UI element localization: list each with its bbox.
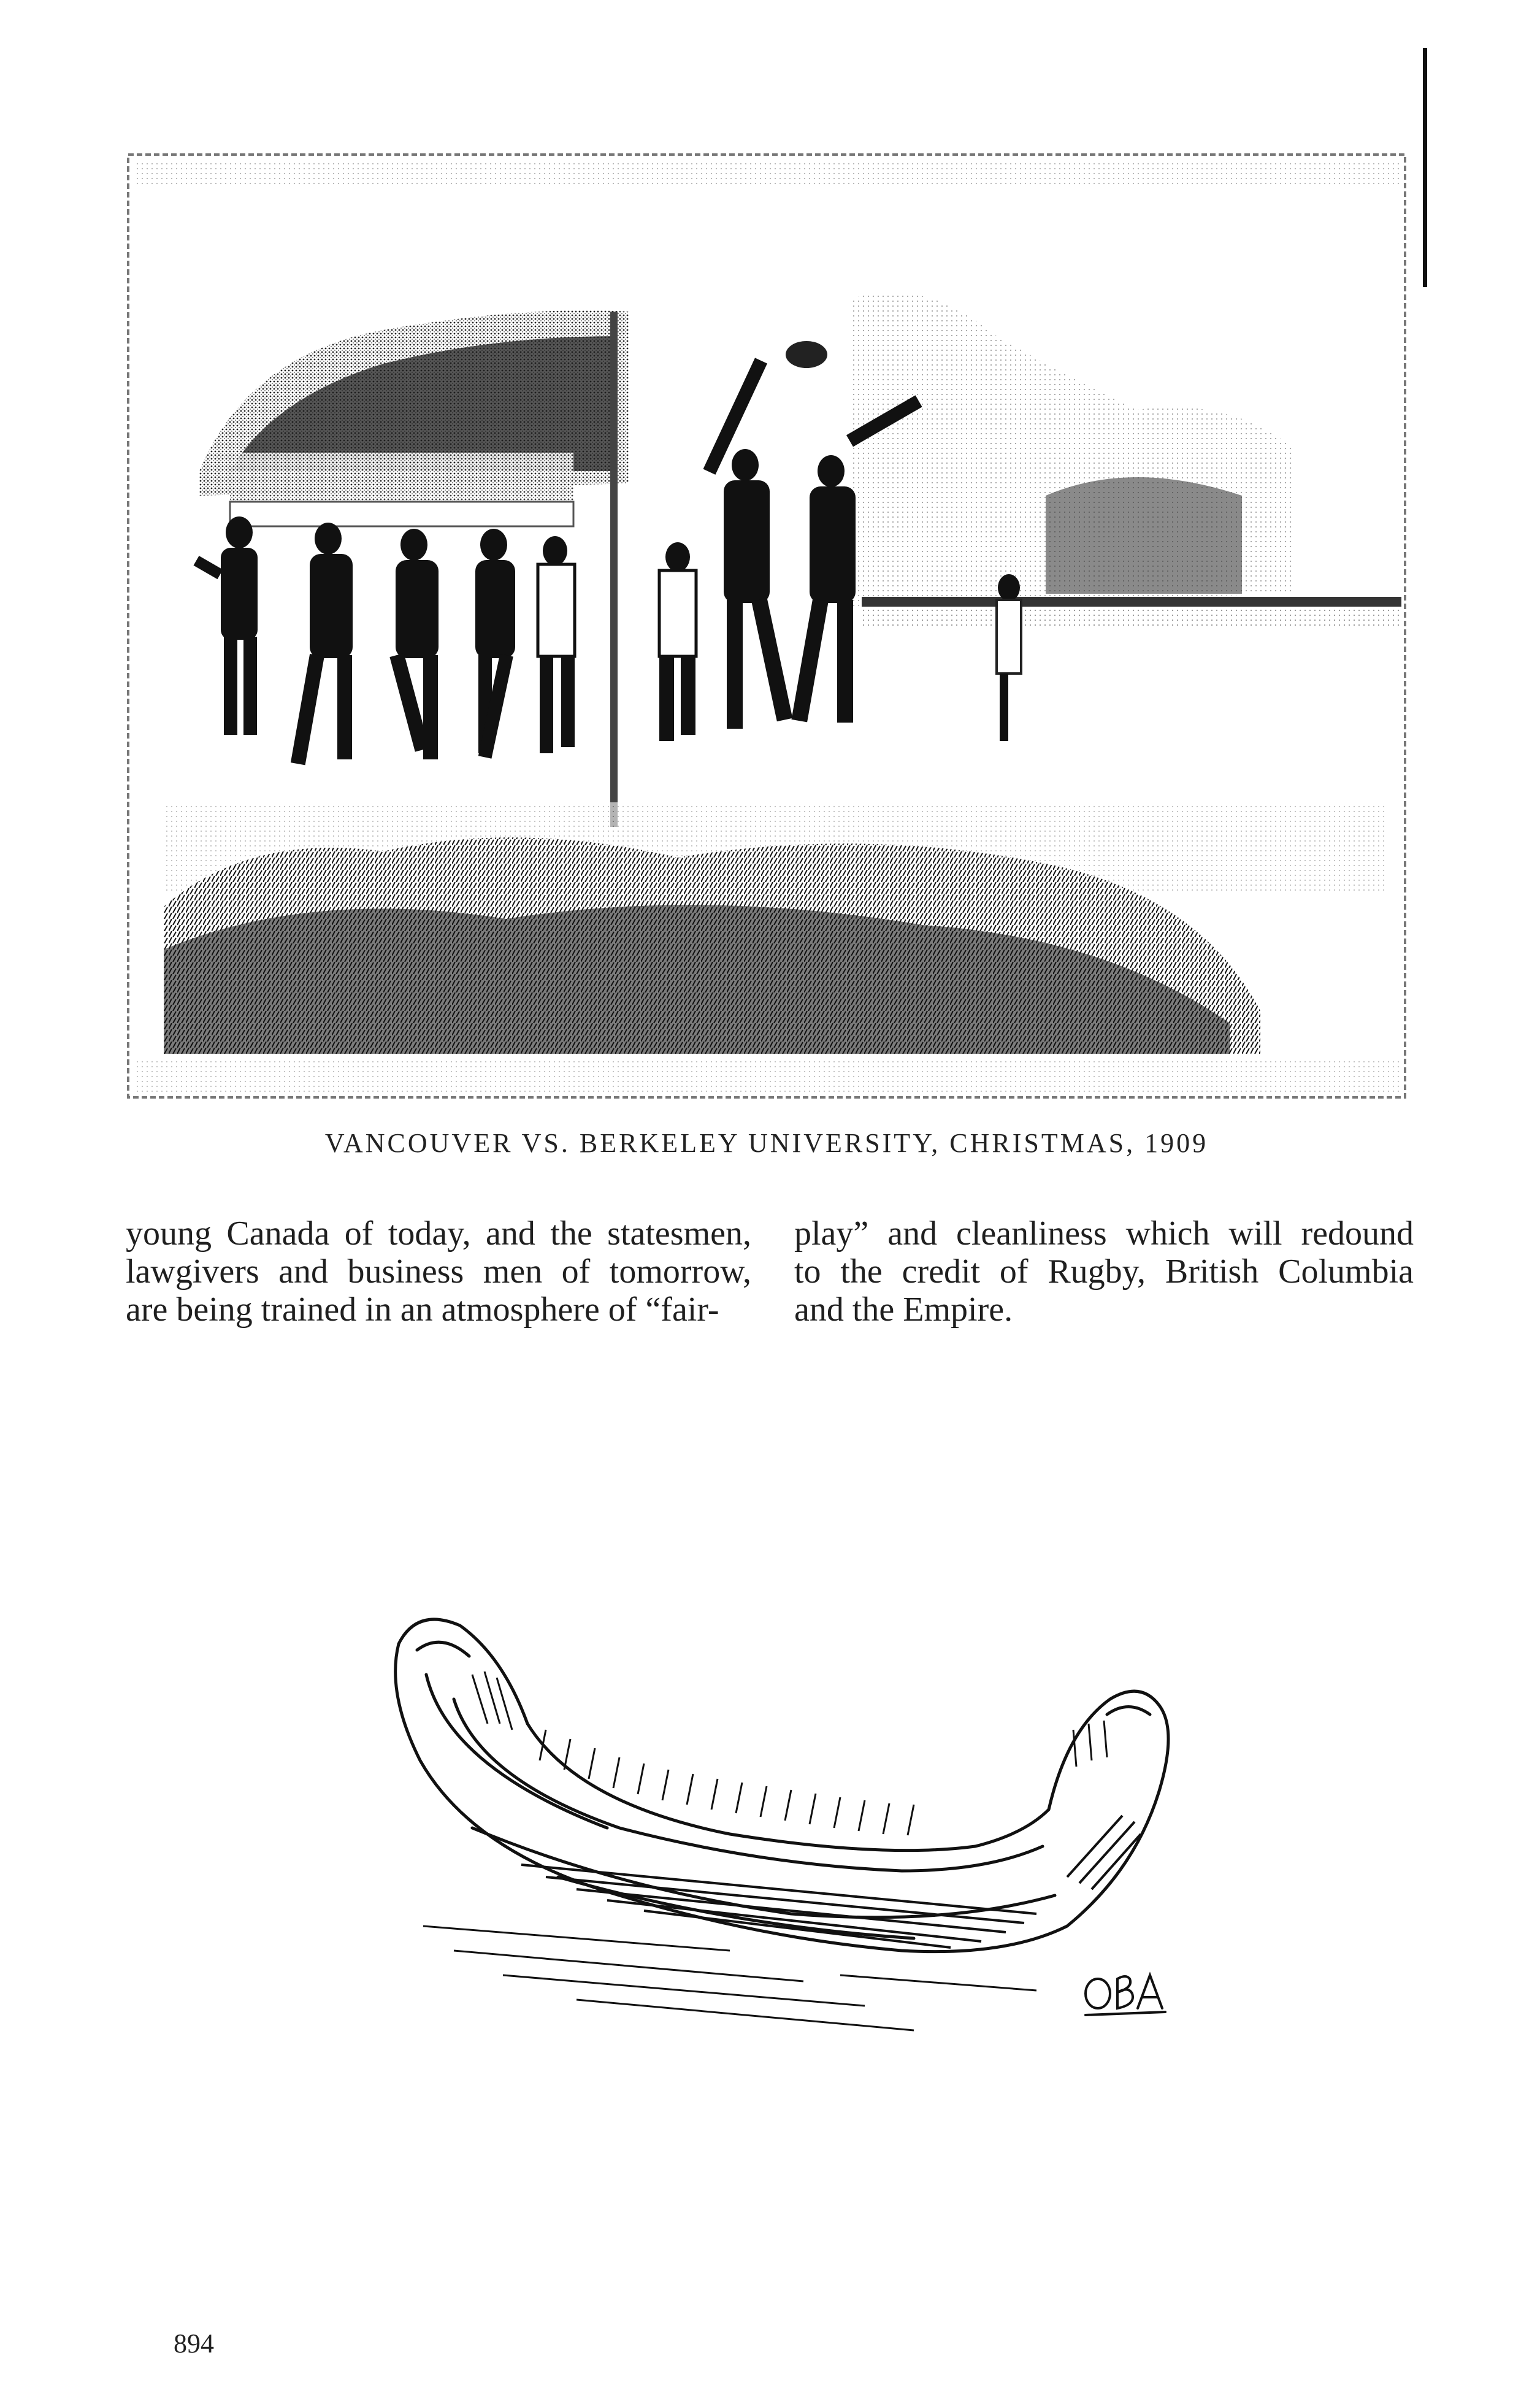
canoe-illustration — [362, 1607, 1220, 2055]
body-text-left-column — [126, 1215, 751, 1329]
body-text-line: are being trained in an atmosphere of “fair- — [126, 1291, 719, 1329]
body-text-line: and the Empire. — [794, 1291, 1013, 1329]
body-text-right-column — [794, 1215, 1414, 1329]
body-text-line: young Canada of today, and the statesmen, — [126, 1215, 751, 1253]
photo-caption: VANCOUVER VS. BERKELEY UNIVERSITY, CHRISTMAS, 1909 — [324, 1128, 1209, 1158]
page-number: 894 — [174, 2328, 214, 2359]
body-text-line: play” and cleanliness which will redound — [794, 1215, 1414, 1253]
body-text-line: lawgivers and business men of tomorrow, — [126, 1253, 751, 1291]
body-text-line: to the credit of Rugby, British Columbia — [794, 1253, 1414, 1291]
artist-signature — [1086, 1975, 1165, 2015]
rugby-match-photo — [126, 152, 1408, 1100]
page-edge-mark — [1423, 48, 1427, 287]
